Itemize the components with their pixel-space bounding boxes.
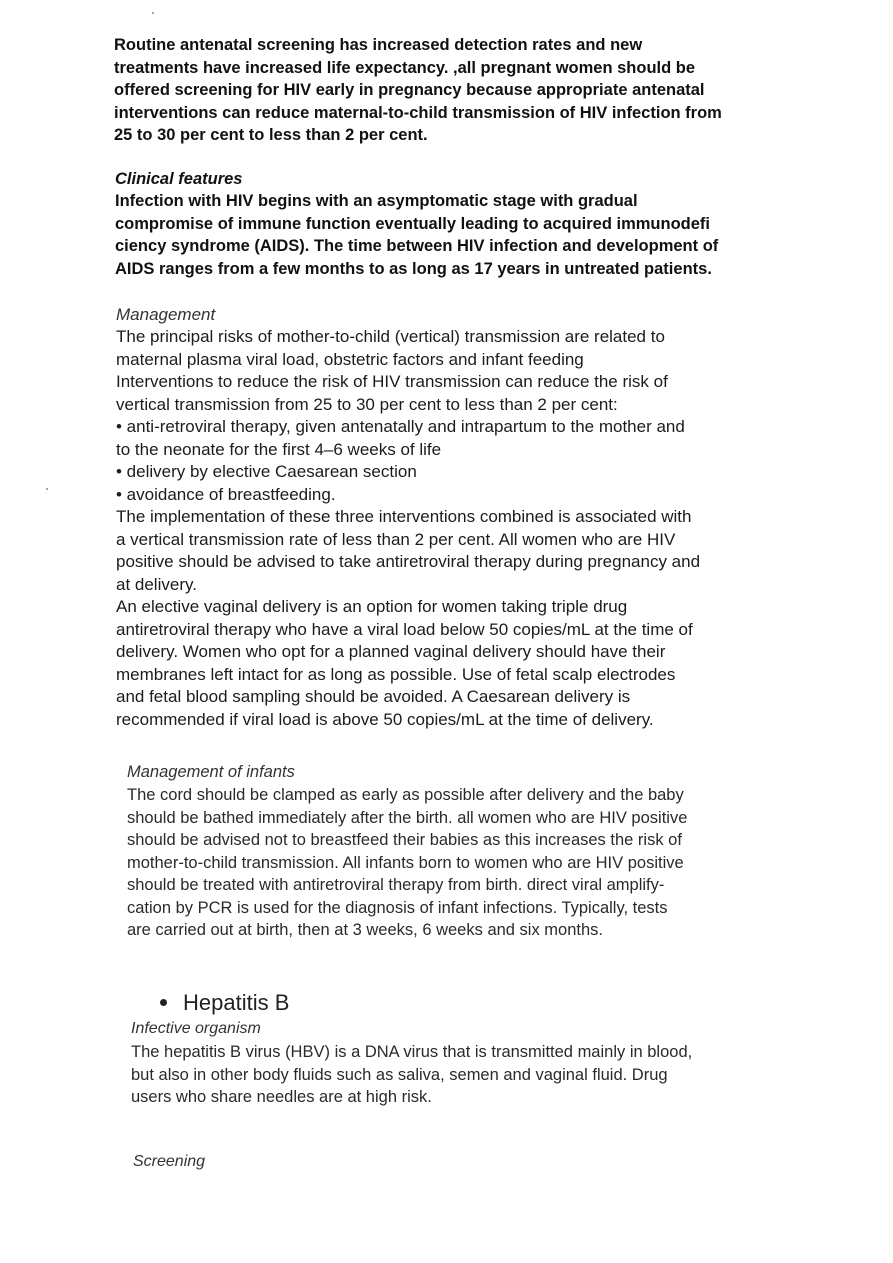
text-line: An elective vaginal delivery is an option for women taking triple drug	[116, 597, 628, 616]
bullet-icon	[160, 999, 167, 1006]
hepatitis-b-title	[160, 990, 289, 1016]
text-line: cation by PCR is used for the diagnosis of infant infections. Typically, tests	[127, 898, 668, 917]
text-line: delivery. Women who opt for a planned vaginal delivery should have their	[116, 642, 666, 661]
text-line: mother-to-child transmission. All infants born to women who are HIV positive	[127, 853, 684, 872]
management-paragraph	[116, 326, 700, 731]
text-line: • anti-retroviral therapy, given antenatally and intrapartum to the mother and	[116, 417, 685, 436]
text-line: ciency syndrome (AIDS). The time between HIV infection and development of	[115, 237, 719, 255]
clinical-features-heading: Clinical features	[115, 170, 243, 188]
text-line: and fetal blood sampling should be avoided. A Caesarean delivery is	[116, 687, 631, 706]
text-line: 25 to 30 per cent to less than 2 per cent.	[114, 126, 428, 144]
text-line: The hepatitis B virus (HBV) is a DNA virus that is transmitted mainly in blood,	[131, 1043, 693, 1061]
text-line: Routine antenatal screening has increased detection rates and new	[114, 36, 643, 54]
text-line: at delivery.	[116, 574, 197, 594]
text-line: The principal risks of mother-to-child (vertical) transmission are related to	[116, 327, 665, 346]
management-heading: Management	[116, 305, 216, 324]
text-line: Interventions to reduce the risk of HIV transmission can reduce the risk of	[116, 372, 668, 391]
text-line: Infection with HIV begins with an asymptomatic stage with gradual	[115, 192, 638, 210]
text-line: • avoidance of breastfeeding.	[116, 484, 336, 504]
text-line: interventions can reduce maternal-to-child transmission of HIV infection from	[114, 103, 722, 122]
text-line: are carried out at birth, then at 3 weeks, 6 weeks and six months.	[127, 921, 603, 939]
text-line: maternal plasma viral load, obstetric factors and infant feeding	[116, 349, 584, 369]
text-line: compromise of immune function eventually leading to acquired immunodefi	[115, 214, 710, 233]
hepatitis-b-title-text: Hepatitis B	[183, 990, 290, 1015]
text-line: AIDS ranges from a few months to as long as 17 years in untreated patients.	[115, 259, 712, 278]
text-line: • delivery by elective Caesarean section	[116, 462, 417, 481]
text-line: users who share needles are at high risk.	[131, 1088, 432, 1106]
text-line: The implementation of these three interventions combined is associated with	[116, 507, 692, 526]
scan-speck	[152, 12, 154, 14]
text-line: positive should be advised to take antiretroviral therapy during pregnancy and	[116, 552, 701, 571]
text-line: should be bathed immediately after the birth. all women who are HIV positive	[127, 808, 688, 827]
infective-organism-heading: Infective organism	[131, 1020, 261, 1037]
hepatitis-b-paragraph	[131, 1041, 692, 1109]
text-line: antiretroviral therapy who have a viral load below 50 copies/mL at the time of	[116, 619, 693, 639]
text-line: vertical transmission from 25 to 30 per cent to less than 2 per cent:	[116, 394, 618, 414]
text-line: treatments have increased life expectancy. ,all pregnant women should be	[114, 58, 696, 77]
clinical-features-paragraph	[115, 190, 718, 280]
text-line: The cord should be clamped as early as possible after delivery and the baby	[127, 786, 684, 804]
scan-speck	[46, 488, 48, 490]
screening-heading: Screening	[133, 1153, 206, 1170]
text-line: membranes left intact for as long as possible. Use of fetal scalp electrodes	[116, 664, 676, 684]
management-of-infants-paragraph	[127, 784, 687, 942]
text-line: should be advised not to breastfeed their babies as this increases the risk of	[127, 831, 682, 849]
text-line: but also in other body fluids such as saliva, semen and vaginal fluid. Drug	[131, 1065, 668, 1084]
text-line: recommended if viral load is above 50 copies/mL at the time of delivery.	[116, 709, 654, 729]
text-line: a vertical transmission rate of less than 2 per cent. All women who are HIV	[116, 529, 676, 549]
management-of-infants-heading: Management of infants	[127, 763, 295, 781]
intro-paragraph	[114, 34, 722, 147]
text-line: to the neonate for the first 4–6 weeks of life	[116, 439, 442, 459]
text-line: should be treated with antiretroviral therapy from birth. direct viral amplify-	[127, 876, 665, 894]
text-line: offered screening for HIV early in pregnancy because appropriate antenatal	[114, 81, 705, 99]
